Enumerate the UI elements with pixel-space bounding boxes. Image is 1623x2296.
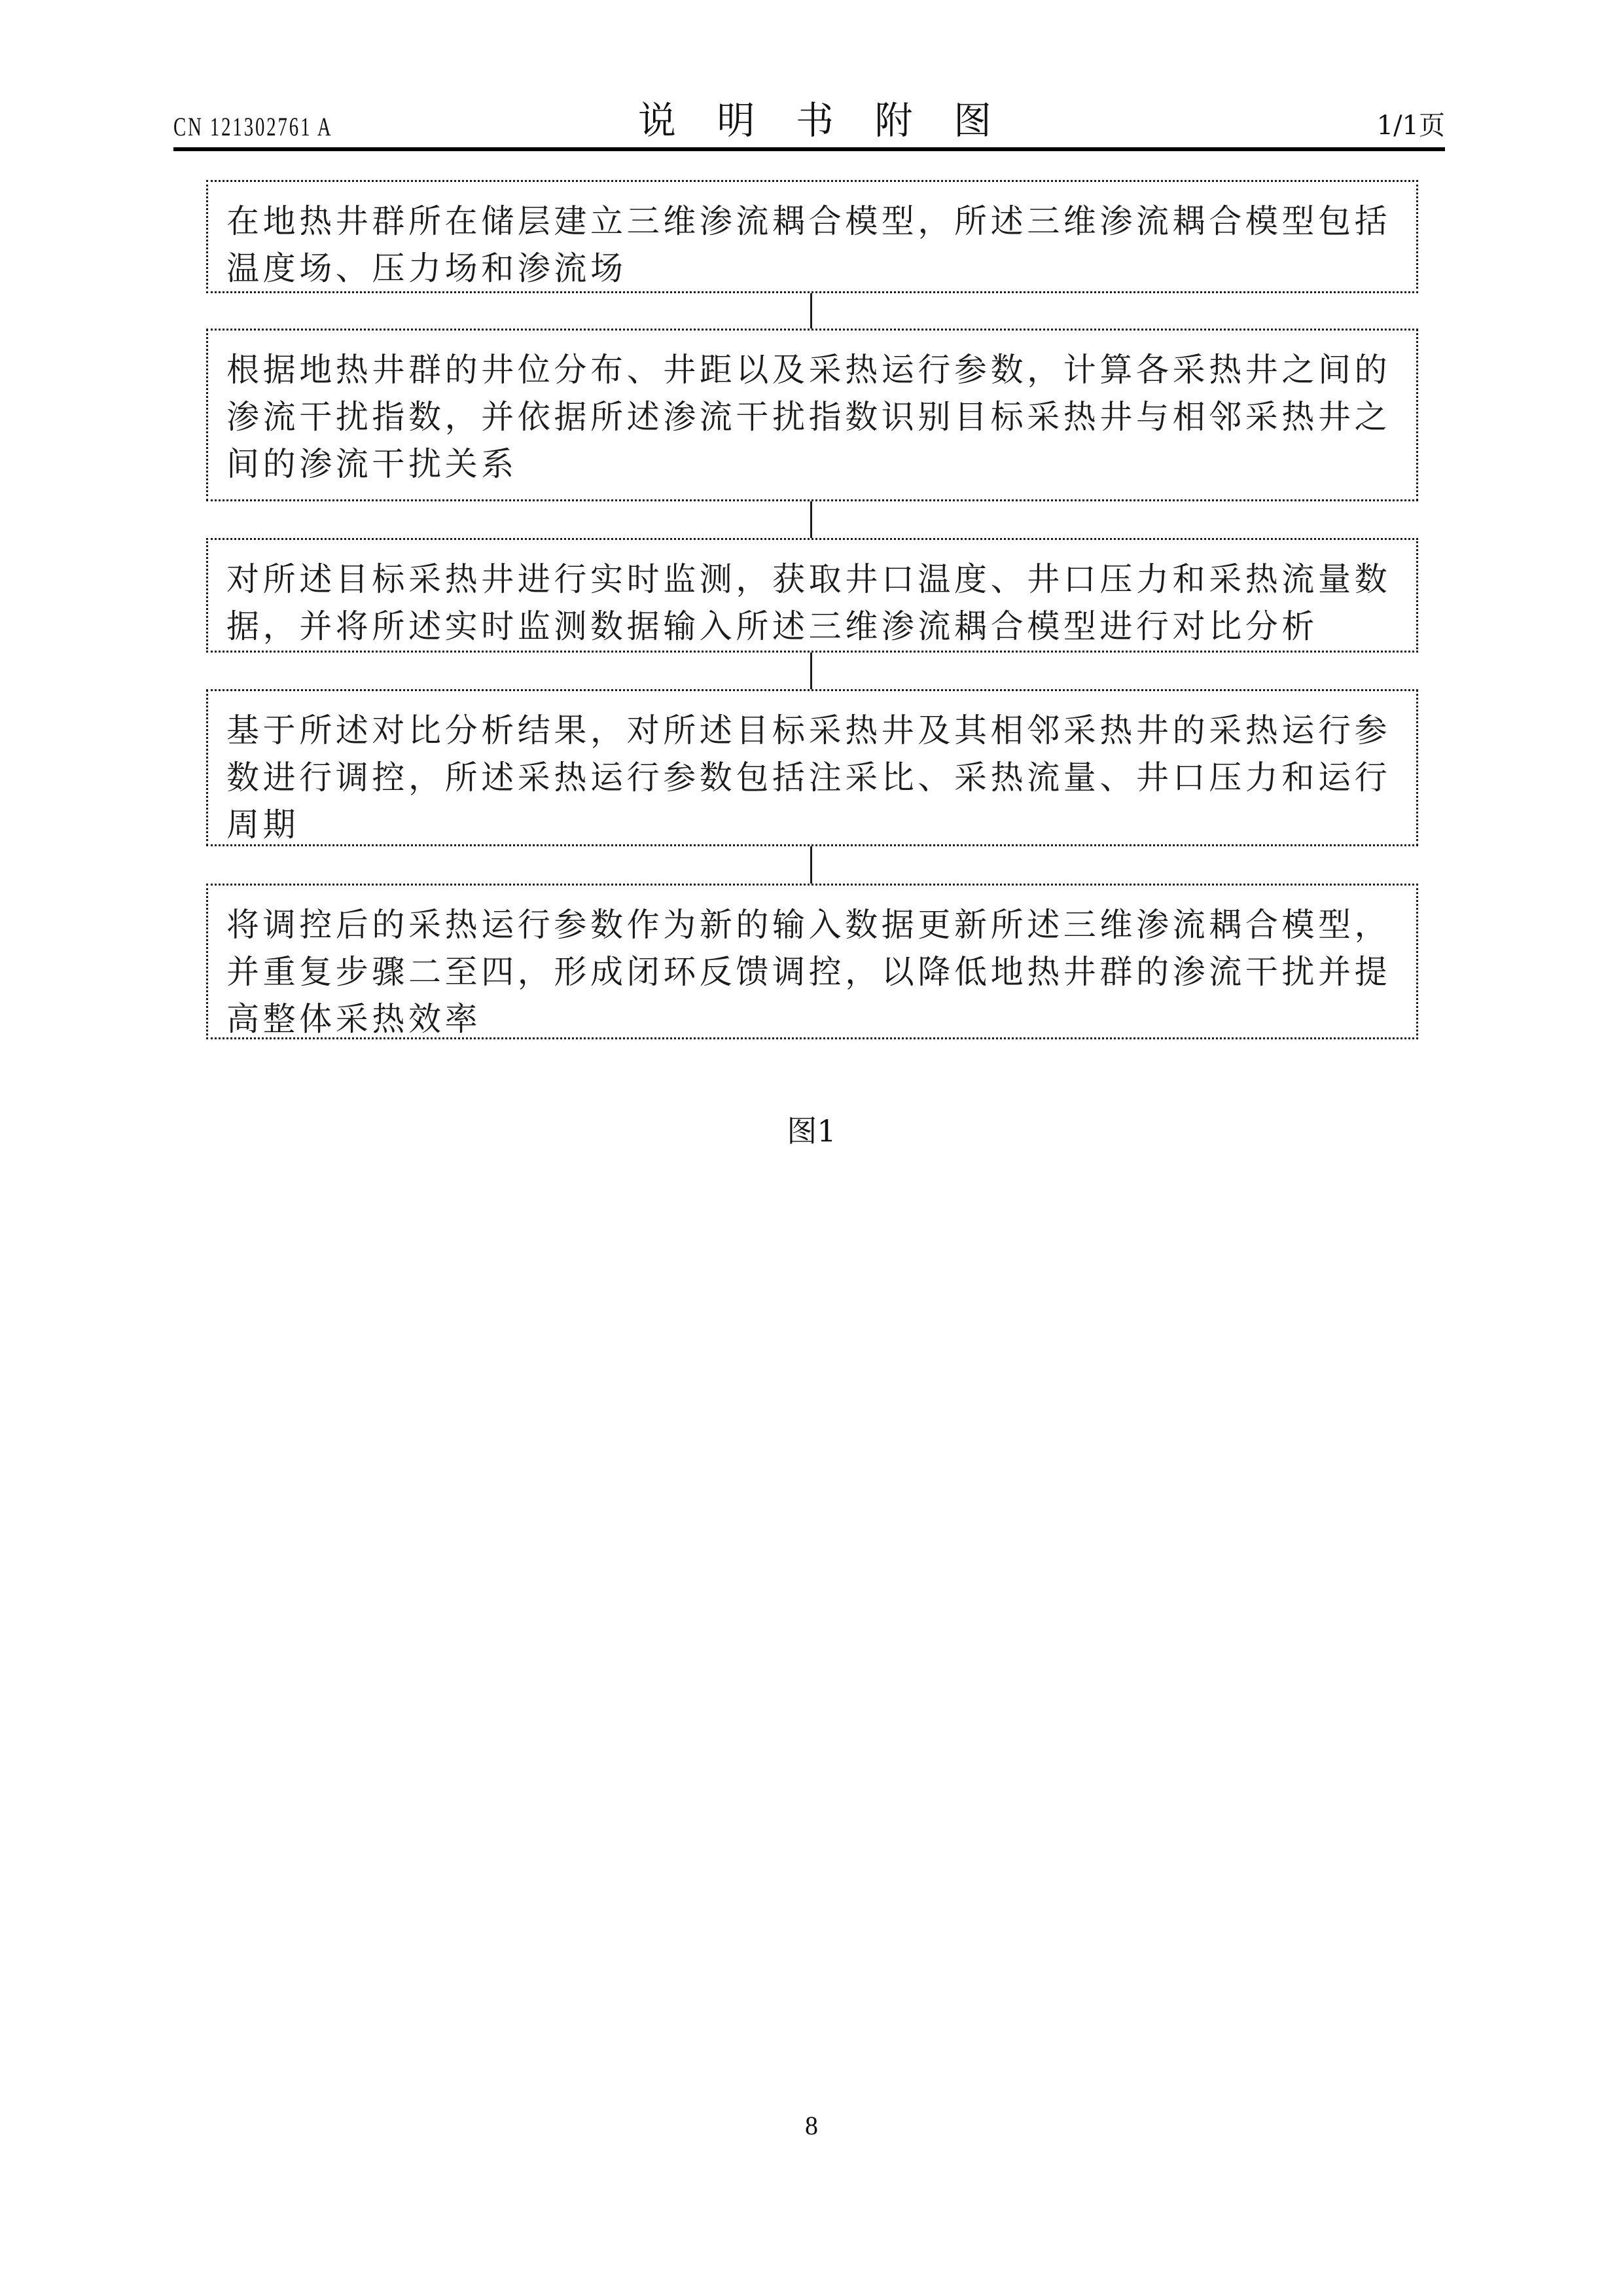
page-number: 8 — [805, 2111, 818, 2140]
flowchart-step-2 — [206, 329, 1418, 501]
flowchart-step-4 — [206, 689, 1418, 846]
step-text: 根据地热井群的井位分布、井距以及采热运行参数，计算各采热井之间的渗流干扰指数，并依据所述渗流干扰指数识别目标采热井与相邻采热井之间的渗流干扰关系 — [226, 351, 1391, 483]
step-text: 在地热井群所在储层建立三维渗流耦合模型，所述三维渗流耦合模型包括温度场、压力场和渗流场 — [226, 202, 1391, 287]
title-char: 说 — [638, 98, 677, 143]
step-text: 基于所述对比分析结果，对所述目标采热井及其相邻采热井的采热运行参数进行调控，所述采热运行参数包括注采比、采热流量、井口压力和运行周期 — [226, 711, 1391, 844]
header-rule — [173, 147, 1445, 151]
flowchart-step-3 — [206, 538, 1418, 653]
page-title — [638, 97, 991, 144]
title-char: 附 — [874, 98, 913, 143]
flowchart-connector — [810, 846, 812, 884]
flowchart-step-5 — [206, 884, 1418, 1039]
flowchart-step-1 — [206, 180, 1418, 293]
title-char: 书 — [795, 98, 834, 143]
step-text: 对所述目标采热井进行实时监测，获取井口温度、井口压力和采热流量数据，并将所述实时监测数据输入所述三维渗流耦合模型进行对比分析 — [226, 560, 1391, 645]
flowchart-connector — [810, 501, 812, 538]
flowchart-connector — [810, 293, 812, 329]
publication-number: CN 121302761 A — [173, 112, 333, 141]
step-text: 将调控后的采热运行参数作为新的输入数据更新所述三维渗流耦合模型，并重复步骤二至四，形成闭环反馈调控，以降低地热井群的渗流干扰并提高整体采热效率 — [226, 906, 1391, 1038]
title-char: 图 — [953, 98, 991, 143]
flowchart-connector — [810, 653, 812, 689]
figure-caption: 图1 — [787, 1113, 836, 1149]
title-char: 明 — [717, 98, 755, 143]
page-indicator: 1/1页 — [1376, 111, 1445, 141]
